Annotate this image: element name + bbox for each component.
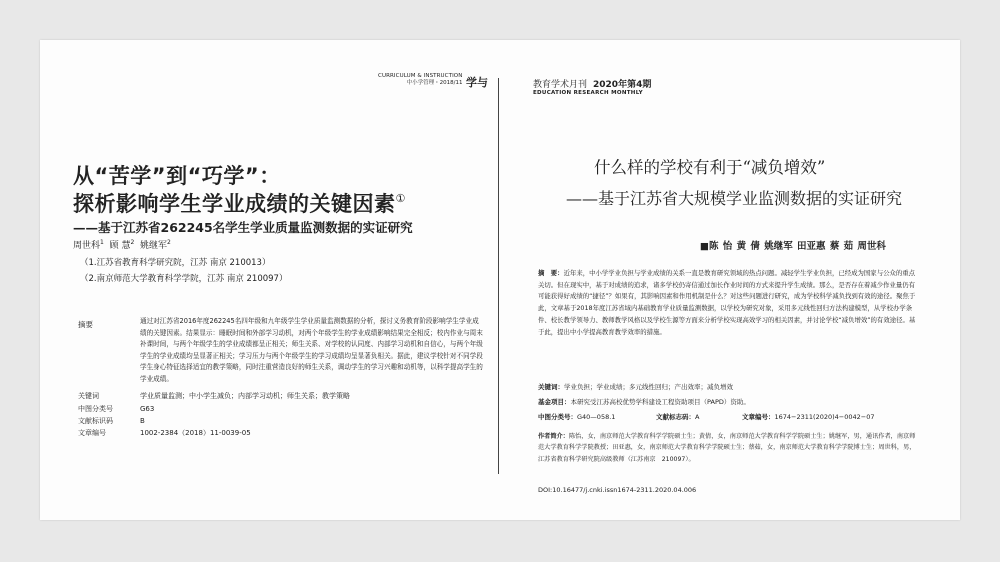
right-issue: 2020年第4期 xyxy=(593,80,652,90)
right-keywords xyxy=(538,382,733,391)
right-abstract xyxy=(538,268,921,338)
meta-label: 文献标识码 xyxy=(78,417,113,425)
author-sup: 2 xyxy=(167,239,171,246)
right-journal-en: EDUCATION RESEARCH MONTHLY xyxy=(533,90,643,96)
left-journal-cn: 中小学管理・2018/11 xyxy=(406,80,463,86)
left-abstract-text: 通过对江苏省2016年度262245名四年级和九年级学生学业质量监测数据的分析，探讨义务教育阶段影响学生学业成绩的关键因素。结果显示：睡眠时间和外部学习动机，对两个年级学生的学业成绩影响结果完全相反；校内作业与周末补课时间，与两个年级学生的学业成绩都呈正相关；师生关系、对学校的认同度、内部学习动机和自信心，与两个年级学生的学业成绩均呈显著正相关；学习压力与两个年级学生的学习成绩均呈显著负相关。据此，建议学校针对不同学段学生身心特征选择适宜的教学策略，同时注重营造良好的师生关系，调动学生的学习兴趣和动机等，以科学提高学生的学业成绩。 xyxy=(140,317,483,383)
page-divider xyxy=(498,78,499,474)
meta-label: 关键词 xyxy=(78,392,99,400)
right-doi: DOI:10.16477/j.cnki.issn1674-2311.2020.04.006 xyxy=(538,486,697,494)
meta-value: B xyxy=(140,417,145,425)
left-column-label: 学与 xyxy=(466,76,488,89)
right-classification xyxy=(538,412,875,421)
right-funding-label: 基金项目： xyxy=(538,398,571,406)
right-article-no-value: 1674−2311(2020)4−0042−07 xyxy=(774,413,875,421)
left-title-text: 探析影响学生学业成绩的关键因素 xyxy=(73,192,396,216)
right-clc-value: G40—058.1 xyxy=(577,413,616,421)
left-affiliation-2: （2.南京师范大学教育科学学院，江苏 南京 210097） xyxy=(80,274,288,284)
left-journal-en: CURRICULUM & INSTRUCTION xyxy=(378,73,463,79)
left-title-line1: 从“苦学”到“巧学”： xyxy=(73,164,281,188)
author-sup: 2 xyxy=(130,239,135,246)
left-abstract-label: 摘要 xyxy=(78,320,93,329)
right-doc-code-label: 文献标志码： xyxy=(656,413,695,421)
right-title-line1: 什么样的学校有利于“减负增效” xyxy=(594,158,826,177)
right-author-info-text: 陈怡，女，南京师范大学教育科学学院硕士生；黄倩，女，南京师范大学教育科学学院硕士生；姚继军，男，通讯作者，南京师范大学教育科学学院教授；田亚惠，女，南京师范大学教育科学学院硕士生；蔡茹，女，南京师范大学教育科学学院博士生；周世科，男，江苏省教育科学研究院高级教师（江苏南京 210097）。 xyxy=(538,433,916,463)
footnote-mark: ① xyxy=(395,192,406,205)
meta-value: 1002-2384（2018）11-0039-05 xyxy=(140,429,251,437)
meta-label: 中图分类号 xyxy=(78,405,113,413)
right-doc-code-value: A xyxy=(695,413,700,421)
left-running-head xyxy=(378,73,462,87)
left-subtitle: ——基于江苏省262245名学生学业质量监测数据的实证研究 xyxy=(73,220,413,235)
left-title-line2 xyxy=(73,188,406,218)
author-name: 顾 慧 xyxy=(109,241,131,251)
left-meta-clc xyxy=(78,404,154,414)
right-journal-cn: 教育学术月刊 xyxy=(533,80,588,90)
right-title-line2: ——基于江苏省大规模学业监测数据的实证研究 xyxy=(566,189,903,208)
right-keywords-text: 学业负担；学业成绩；多元线性回归；产出效率；减负增效 xyxy=(564,383,733,391)
meta-value: G63 xyxy=(140,405,155,413)
right-article-no-label: 文章编号： xyxy=(742,413,775,421)
right-running-head xyxy=(533,77,651,96)
right-funding xyxy=(538,397,750,406)
right-authors: ■陈 怡 黄 倩 姚继军 田亚惠 蔡 茹 周世科 xyxy=(700,241,886,252)
right-keywords-label: 关键词： xyxy=(538,383,564,391)
right-abstract-text: 近年来，中小学学业负担与学业成绩的关系一直是教育研究领域的热点问题。减轻学生学业负担，已经成为国家与公众的重点关切。但在现实中，基于对成绩的追求，诸多学校仍寄信通过加长作业时间的方式来提升学生成绩。那么，是否存在着减少作业量仍有可能获得好成绩的“捷径”？如果有，其影响因素和作用机制是什么？对这些问题进行研究，成为学校科学减负找到有效的途径。聚焦于此，文章基于2018年度江苏省域内基础教育学业质量监测数据，以学校为研究对象，采用多元线性回归方法构建模型，从学校办学条件、校长教学领导力、教师教学风格以及学校生源等方面来分析学校实现高效学习的相关因素，并讨论学校“减负增效”的有效途径。基于此，提出中小学提高教育教学效率的措施。 xyxy=(538,269,916,336)
left-meta-keywords xyxy=(78,391,350,401)
meta-label: 文章编号 xyxy=(78,429,106,437)
right-abstract-label: 摘 要： xyxy=(538,269,564,277)
right-author-info-label: 作者简介： xyxy=(538,433,569,440)
author-name: 周世科 xyxy=(73,241,101,251)
author-name: 姚继军 xyxy=(140,241,168,251)
left-affiliation-1: （1.江苏省教育科学研究院，江苏 南京 210013） xyxy=(80,258,271,268)
right-clc-label: 中图分类号： xyxy=(538,413,577,421)
left-meta-doc-code xyxy=(78,416,145,426)
meta-value: 学业质量监测；中小学生减负；内部学习动机；师生关系；教学策略 xyxy=(140,392,350,400)
right-funding-text: 本研究受江苏高校优势学科建设工程资助项目（PAPD）资助。 xyxy=(570,398,750,406)
left-authors xyxy=(73,238,171,251)
right-author-info xyxy=(538,431,921,465)
author-sup: 1 xyxy=(100,239,104,246)
left-meta-article-no xyxy=(78,428,251,438)
